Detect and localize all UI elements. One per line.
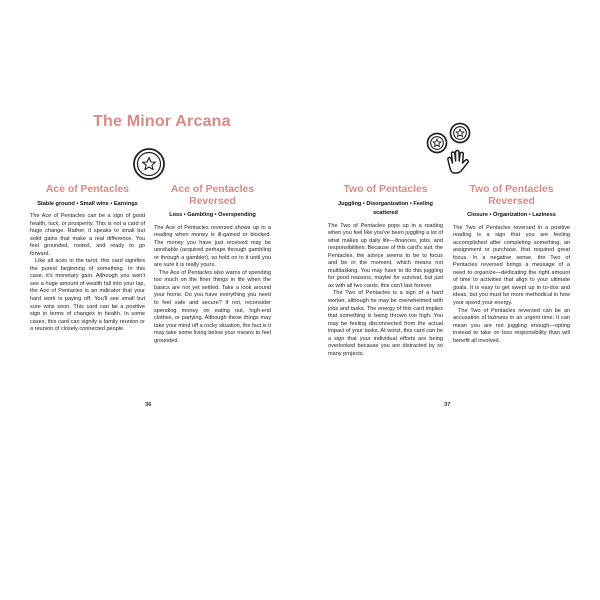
pentacle-coin-icon xyxy=(132,147,166,186)
card-heading: Ace of Pentacles xyxy=(45,184,130,195)
card-body xyxy=(328,223,443,359)
card-heading: Ace of Pentacles Reversed xyxy=(170,184,255,207)
card-keywords: Loss • Gambling • Overspending xyxy=(169,212,256,218)
ace-of-pentacles-column xyxy=(30,184,145,334)
paragraph: Like all aces in the tarot, this card signifies the purest beginning of something. In this case, it's monetary gain. Although you won't see a huge amount of wealth fall into your lap, the Ace of Pentacles is an indicator that your hard work is paying off. You'll see small but sure wins soon. This card can be a positive sign in terms of changes in health. In some cases, this card can signify a family reunion or a reunion of closely connected people. xyxy=(30,258,145,333)
paragraph: The Two of Pentacles reversed can be an accusation of laziness in an urgent time. It can mean you are not juggling enough—opting instead to take on less responsibility than will benefit all involved. xyxy=(453,307,570,344)
card-keywords: Closure • Organization • Laziness xyxy=(467,212,556,218)
ace-of-pentacles-reversed-column xyxy=(154,184,271,345)
right-page xyxy=(300,60,600,540)
paragraph: The Ace of Pentacles reversed shows up in a reading when money is ill-gained or blocked. The money you have just received may be unreliable (acquired perhaps through gambling or through a gambler), so hold on to it until you are sure it is really yours. xyxy=(154,224,271,269)
juggling-hand-icon xyxy=(424,122,486,183)
two-of-pentacles-column xyxy=(328,184,443,358)
page-number: 36 xyxy=(145,402,152,408)
paragraph: The Two of Pentacles reversed in a positive reading is a sign that you are feeling accomplished after completing something, an assignment or purchase, that required great focus. In a negative sense, the Two of Pentacles reversed brings a message of a need to organize—dedicating the right amount of time to activities that align to your ultimate goals. It is easy to get swept up in to-dos and ideas, but you must be more methodical in how your spend your energy. xyxy=(453,224,570,306)
page-number: 37 xyxy=(444,402,451,408)
paragraph: The Ace of Pentacles can be a sign of good health, luck, or prosperity. This is not a card of huge change. Rather, it speaks to small but solid gains that make a real difference. You feel grounded, rooted, and ready to go forward. xyxy=(30,213,145,257)
card-keywords: Juggling • Disorganization • Feeling scattered xyxy=(338,200,433,216)
card-body xyxy=(453,225,570,346)
card-heading: Two of Pentacles Reversed xyxy=(469,184,554,207)
paragraph: The Ace of Pentacles also warns of spending too much on the finer things in life when the basics are not yet settled. Take a look around your home. Do you have everything you need to feel safe and secure? If not, reconsider spending money on eating out, high-end clothes, or partying. Although these things may take your mind off a rocky situation, the fact is it may take some living below your means to feel grounded. xyxy=(154,269,271,344)
section-title: The Minor Arcana xyxy=(93,113,231,130)
paragraph: The Two of Pentacles pops up in a reading when you feel like you've been juggling a lot of what makes up daily life—finances, jobs, and responsibilities. Because of this card's suit, the Pentacles, the advice seems to be to focus and be in the moment, which means not multitasking. You may have to do this juggling for good reasons, maybe for survival, but just as with all two cards, this can't last forever. xyxy=(328,222,443,289)
card-heading: Two of Pentacles xyxy=(343,184,428,195)
two-of-pentacles-reversed-column xyxy=(453,184,570,345)
card-keywords: Stable ground • Small wins • Earnings xyxy=(37,200,138,207)
left-page xyxy=(0,60,300,540)
card-body xyxy=(30,213,145,334)
paragraph: The Two of Pentacles is a sign of a hard worker, although he may be overwhelmed with jobs and tasks. The energy of this card implies that something is being thrown too high. You may be feeling disconnected from the actual impact of your tasks. At worst, this card can be a sign that your individual efforts are being overlooked because you are distracted by so many projects. xyxy=(328,290,443,357)
card-body xyxy=(154,225,271,346)
